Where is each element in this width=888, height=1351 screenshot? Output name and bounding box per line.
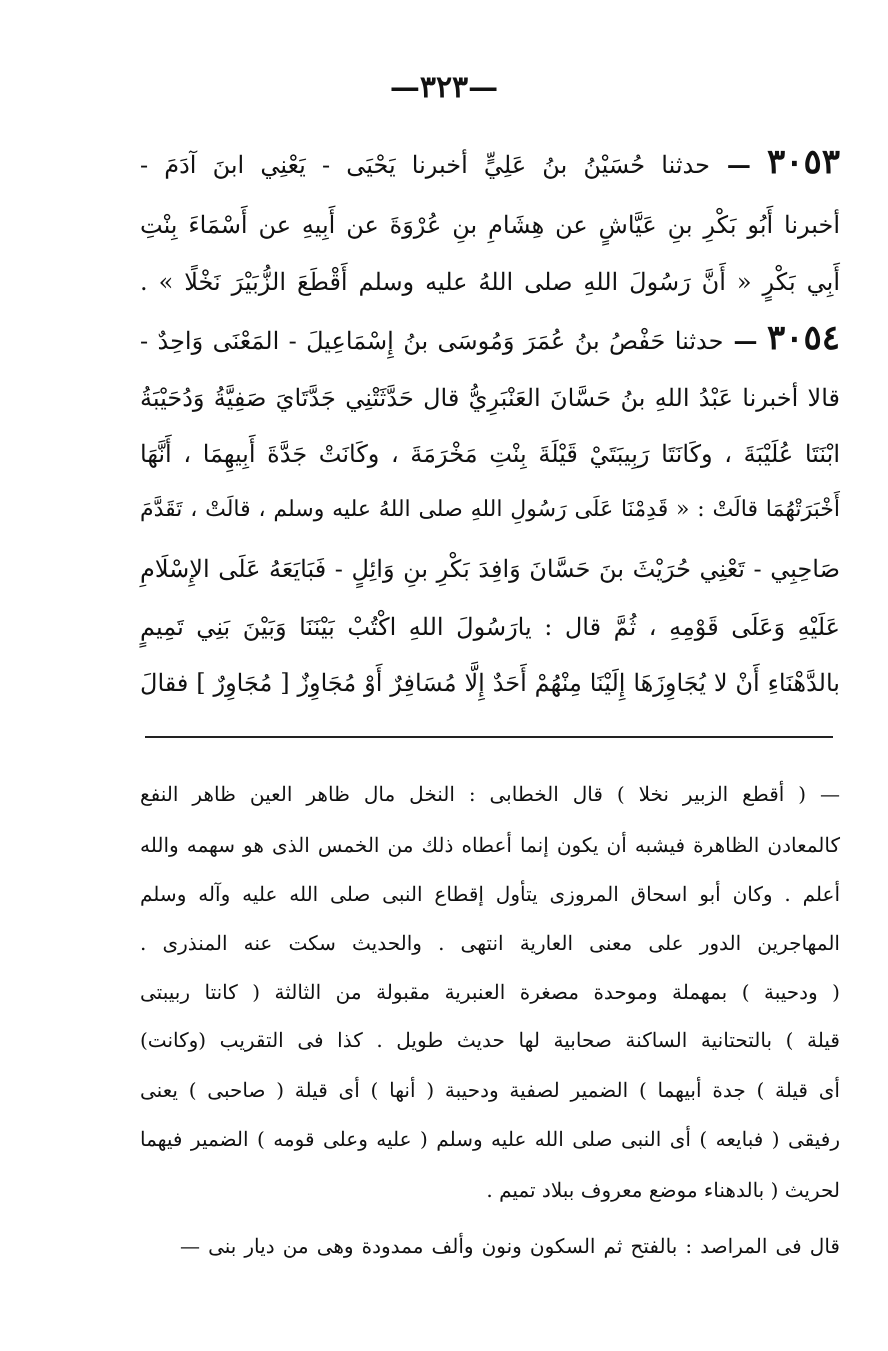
hadith-line: بالدَّهْنَاءِ أَنْ لا يُجَاوِزَهَا إِلَيْنَا مِنْهُمْ أَحَدٌ إِلَّا مُسَافِرٌ أَوْ مُجَاوِزٌ [ مُجَاوِرٌ ] فقالَ xyxy=(140,669,840,697)
hadith-line: أَخْبَرَتْهُمَا قالَتْ : « قَدِمْنَا عَلَى رَسُولِ اللهِ صلى اللهُ عليه وسلم ، قالَتْ ، تَقَدَّمَ xyxy=(140,497,840,522)
page-number: —٣٢٣— xyxy=(389,70,499,105)
hadith-number: ٣٠٥٤ xyxy=(766,318,840,358)
hadith-line: ابْنَتَا عُلَيْبَةَ ، وكَانَتَا رَبِيبَتَيْ قَيْلَةَ بِنْتِ مَخْرَمَةَ ، وكَانَتْ جَدَّةَ أَبِيهِمَا ، أَنَّهَا xyxy=(140,440,840,468)
commentary-line: قال فى المراصد : بالفتح ثم السكون ونون وألف ممدودة وهى من ديار بنى — xyxy=(180,1234,840,1258)
commentary-line: ( ودحيبة ) بمهملة وموحدة مصغرة العنبرية مقبولة من الثالثة ( كانتا ربيبتى xyxy=(140,980,840,1004)
commentary-line: قيلة ) بالتحتانية الساكنة صحابية لها حديث طويل . كذا فى التقريب (وكانت) xyxy=(140,1028,840,1052)
hadith-line: عَلَيْهِ وَعَلَى قَوْمِهِ ، ثُمَّ قال : يارَسُولَ اللهِ اكْتُبْ بَيْنَنَا وَبَيْنَ بَنِي تَمِيمٍ xyxy=(140,613,840,641)
hadith-line: ٣٠٥٤ — حدثنا حَفْصُ بنُ عُمَرَ وَمُوسَى بنُ إِسْمَاعِيلَ - المَعْنَى وَاحِدٌ - xyxy=(140,318,840,358)
commentary-line: لحريث ( بالدهناء موضع معروف ببلاد تميم . xyxy=(486,1178,840,1202)
hadith-line: أَبِي بَكْرٍ « أَنَّ رَسُولَ اللهِ صلى اللهُ عليه وسلم أَقْطَعَ الزُّبَيْرَ نَخْلًا » . xyxy=(140,268,840,296)
hadith-text: حدثنا حَفْصُ بنُ عُمَرَ وَمُوسَى بنُ إِسْمَاعِيلَ - المَعْنَى وَاحِدٌ - xyxy=(140,327,724,355)
commentary-line: كالمعادن الظاهرة فيشبه أن يكون إنما أعطاه ذلك من الخمس الذى هو سهمه والله xyxy=(140,833,840,857)
hadith-line: ٣٠٥٣ — حدثنا حُسَيْنُ بنُ عَلِيٍّ أخبرنا يَحْيَى - يَعْنِي ابنَ آدَمَ - xyxy=(140,142,841,182)
commentary-line: — ( أقطع الزبير نخلا ) قال الخطابى : النخل مال ظاهر العين ظاهر النفع xyxy=(140,782,840,806)
footnote-separator xyxy=(145,736,833,738)
hadith-line: صَاحِبِي - تَعْنِي حُرَيْثَ بنَ حَسَّانَ وَافِدَ بَكْرِ بنِ وَائِلٍ - فَبَايَعَهُ عَلَى الإِسْلَامِ xyxy=(140,555,840,583)
commentary-line: المهاجرين الدور على معنى العارية انتهى . والحديث سكت عنه المنذرى . xyxy=(140,931,840,955)
hadith-number: ٣٠٥٣ xyxy=(766,142,841,182)
hadith-line: أخبرنا أَبُو بَكْرِ بنِ عَيَّاشٍ عن هِشَامِ بنِ عُرْوَةَ عن أَبِيهِ عن أَسْمَاءَ بِنْتِ xyxy=(140,211,840,239)
commentary-line: أعلم . وكان أبو اسحاق المروزى يتأول إقطاع النبى صلى الله عليه وآله وسلم xyxy=(140,882,840,906)
commentary-line: أى قيلة ) جدة أبيهما ) الضمير لصفية ودحيبة ( أنها ) أى قيلة ( صاحبى ) يعنى xyxy=(140,1078,840,1102)
commentary-line: رفيقى ( فبايعه ) أى النبى صلى الله عليه وسلم ( عليه وعلى قومه ) الضمير فيهما xyxy=(140,1127,840,1151)
hadith-text: حدثنا حُسَيْنُ بنُ عَلِيٍّ أخبرنا يَحْيَى - يَعْنِي ابنَ آدَمَ - xyxy=(140,151,710,179)
hadith-line: قالا أخبرنا عَبْدُ اللهِ بنُ حَسَّانَ العَنْبَرِيُّ قال حَدَّثَتْنِي جَدَّتَايَ صَفِيَّةُ وَدُحَيْبَةُ xyxy=(140,384,840,412)
